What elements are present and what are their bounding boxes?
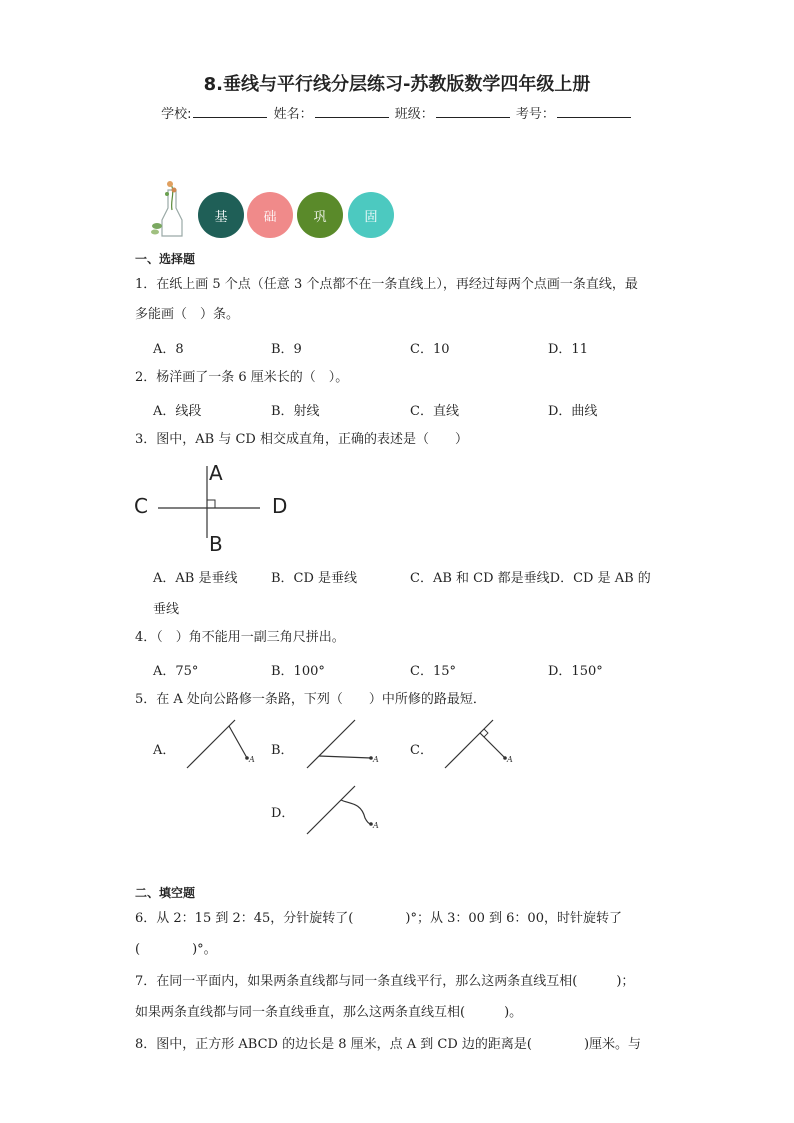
class-blank[interactable] <box>436 105 510 118</box>
right-angle-mark <box>207 500 215 508</box>
q6-line2: ( )°。 <box>135 942 217 957</box>
q1-option-c[interactable]: C．10 <box>410 342 450 357</box>
q3-option-d-continuation: 垂线 <box>153 602 180 617</box>
q5-option-b-figure[interactable] <box>305 718 385 770</box>
point-a-label: A <box>373 821 379 830</box>
q4-option-d[interactable]: D．150° <box>548 664 603 679</box>
vase-plant-icon <box>148 180 190 240</box>
name-label: 姓名： <box>273 107 313 122</box>
q5-option-b-label[interactable]: B． <box>271 743 294 758</box>
student-info-line <box>0 103 794 122</box>
q3-text: 3．图中，AB 与 CD 相交成直角，正确的表述是（ ） <box>135 432 468 447</box>
q2-option-d[interactable]: D．曲线 <box>548 404 598 419</box>
name-blank[interactable] <box>315 105 389 118</box>
q5-option-c-figure[interactable] <box>443 718 523 770</box>
q4-option-b[interactable]: B．100° <box>271 664 325 679</box>
exam-no-label: 考号： <box>515 107 555 122</box>
q7-line2: 如果两条直线都与同一条直线垂直，那么这两条直线互相( )。 <box>135 1005 523 1020</box>
q1-option-a[interactable]: A．8 <box>153 342 184 357</box>
q5-option-a-label[interactable]: A． <box>153 743 176 758</box>
badge-gu: 固 <box>348 192 394 238</box>
school-blank[interactable] <box>193 105 267 118</box>
point-a-label: A <box>249 755 255 764</box>
q3-option-a[interactable]: A．AB 是垂线 <box>153 571 238 586</box>
q5-option-d-figure[interactable] <box>305 782 385 836</box>
page-title: 8.垂线与平行线分层练习-苏教版数学四年级上册 <box>203 74 591 95</box>
q5-option-d-label[interactable]: D． <box>271 806 295 821</box>
exam-no-blank[interactable] <box>557 105 631 118</box>
point-a-label: A <box>507 755 513 764</box>
q4-option-a[interactable]: A．75° <box>153 664 199 679</box>
label-c: C <box>134 494 148 518</box>
q2-option-c[interactable]: C．直线 <box>410 404 459 419</box>
school-label: 学校: <box>161 107 192 122</box>
q4-text: 4．（ ）角不能用一副三角尺拼出。 <box>135 630 345 645</box>
q2-option-a[interactable]: A．线段 <box>153 404 202 419</box>
label-a: A <box>209 461 223 485</box>
q2-option-b[interactable]: B．射线 <box>271 404 320 419</box>
q5-text: 5．在 A 处向公路修一条路，下列（ ）中所修的路最短． <box>135 692 486 707</box>
section-heading-fill: 二、填空题 <box>135 886 196 900</box>
point-a-label: A <box>373 755 379 764</box>
q4-option-c[interactable]: C．15° <box>410 664 456 679</box>
class-label: 班级： <box>394 107 434 122</box>
badge-ji: 基 <box>198 192 244 238</box>
q3-option-cd[interactable]: C．AB 和 CD 都是垂线D．CD 是 AB 的 <box>410 571 651 586</box>
q6-line1: 6．从 2：15 到 2：45，分针旋转了( )°；从 3：00 到 6：00，时针旋转了 <box>135 911 622 926</box>
badge-chu: 础 <box>247 192 293 238</box>
q1-option-b[interactable]: B．9 <box>271 342 302 357</box>
label-d: D <box>272 494 288 518</box>
q1-line2: 多能画（ ）条。 <box>135 307 240 322</box>
q1-option-d[interactable]: D．11 <box>548 342 588 357</box>
q5-option-a-figure[interactable] <box>185 718 265 770</box>
q5-option-c-label[interactable]: C． <box>410 743 433 758</box>
badge-gong: 巩 <box>297 192 343 238</box>
q8-line1: 8．图中，正方形 ABCD 的边长是 8 厘米，点 A 到 CD 边的距离是( )厘米。与 <box>135 1037 642 1052</box>
q1-line1: 1．在纸上画 5 个点（任意 3 个点都不在一条直线上），再经过每两个点画一条直线，最 <box>135 277 638 292</box>
q3-option-b[interactable]: B．CD 是垂线 <box>271 571 358 586</box>
section-heading-choice: 一、选择题 <box>135 252 196 266</box>
label-b: B <box>209 532 223 556</box>
q2-text: 2．杨洋画了一条 6 厘米长的（ ）。 <box>135 370 349 385</box>
q7-line1: 7．在同一平面内，如果两条直线都与同一条直线平行，那么这两条直线互相( )； <box>135 974 635 989</box>
q3-perpendicular-figure <box>130 458 300 558</box>
